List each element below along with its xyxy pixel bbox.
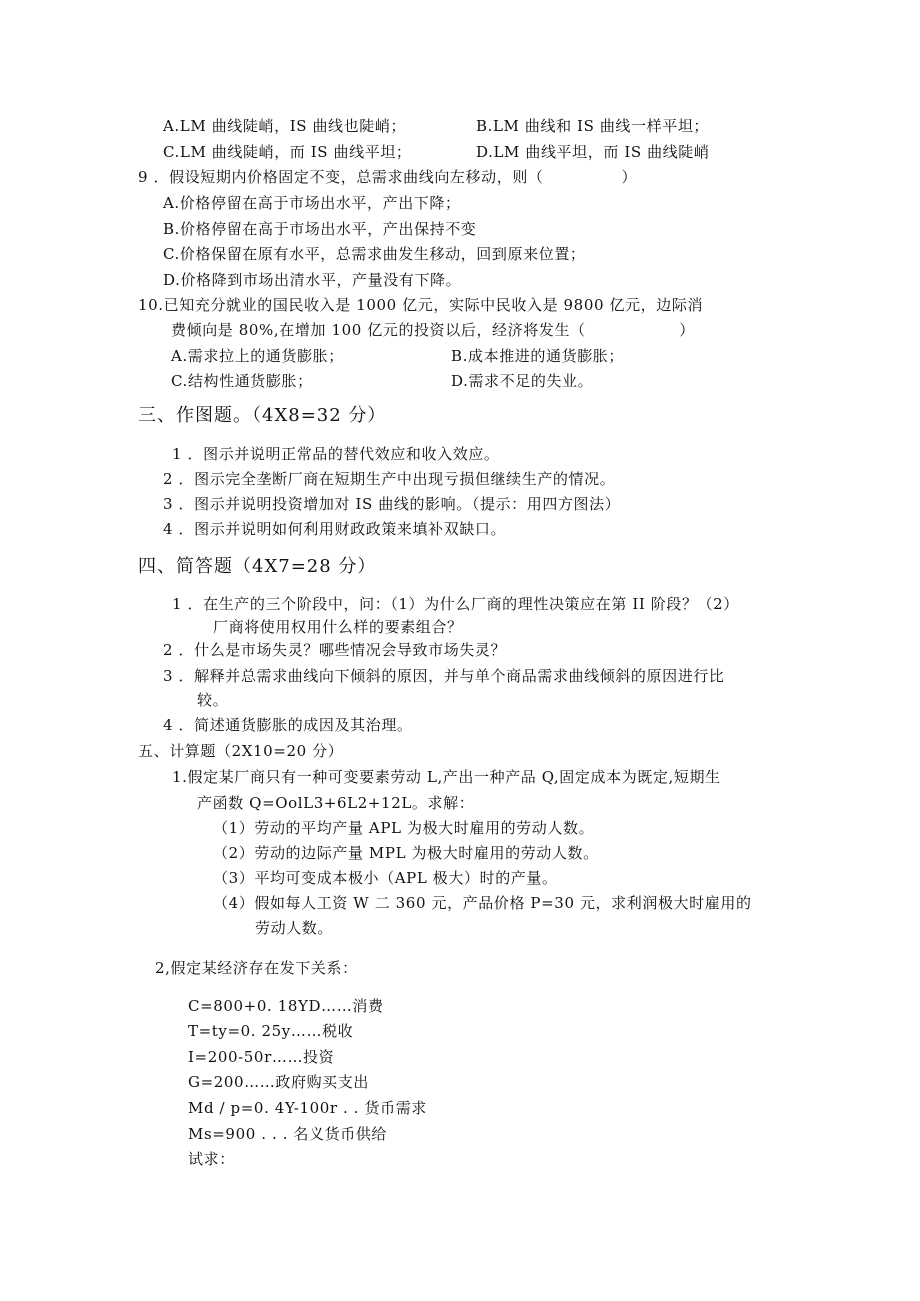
q9-stem: 9 ．假设短期内价格固定不变，总需求曲线向左移动，则（ ） (138, 168, 638, 186)
calc-q2-intro: 2,假定某经济存在发下关系： (155, 959, 358, 977)
section-3-item-3: 3 ．图示并说明投资增加对 IS 曲线的影响。（提示：用四方图法） (163, 495, 621, 513)
calc-q2-equation-money-demand: Md / p=0. 4Y-100r . . 货币需求 (188, 1099, 427, 1117)
q10-option-a: A.需求拉上的通货膨胀； (171, 347, 344, 365)
q10-stem-line2: 费倾向是 80%,在增加 100 亿元的投资以后，经济将发生（ ） (171, 321, 695, 339)
q10-option-c: C.结构性通货膨胀； (171, 372, 313, 390)
section-3-title: 三、作图题。（4X8=32 分） (138, 405, 387, 426)
q8-option-c: C.LM 曲线陡峭，而 IS 曲线平坦； (163, 143, 412, 161)
q9-option-d: D.价格降到市场出清水平，产量没有下降。 (163, 271, 462, 289)
calc-q1-sub-4-line1: （4）假如每人工资 W 二 360 元，产品价格 P=30 元，求利润极大时雇用的 (213, 894, 752, 912)
calc-q1-sub-1: （1）劳动的平均产量 APL 为极大时雇用的劳动人数。 (213, 819, 595, 837)
section-4-title: 四、简答题（4X7=28 分） (138, 556, 377, 577)
section-3-item-4: 4 ．图示并说明如何利用财政政策来填补双缺口。 (163, 520, 507, 538)
section-4-item-2: 2 ．什么是市场失灵？哪些情况会导致市场失灵？ (163, 641, 507, 659)
calc-q1-sub-2: （2）劳动的边际产量 MPL 为极大时雇用的劳动人数。 (213, 844, 599, 862)
q10-option-d: D.需求不足的失业。 (451, 372, 594, 390)
calc-q2-equation-government: G=200……政府购买支出 (188, 1073, 369, 1091)
calc-q2-equation-money-supply: Ms=900 . . . 名义货币供给 (188, 1125, 388, 1143)
calc-q2-equation-tax: T=ty=0. 25y……税收 (188, 1022, 354, 1040)
section-4-item-1-line2: 厂商将使用权用什么样的要素组合？ (213, 618, 463, 636)
section-4-item-4: 4 ．简述通货膨胀的成因及其治理。 (163, 716, 413, 734)
section-4-item-3-line1: 3 ．解释并总需求曲线向下倾斜的原因，并与单个商品需求曲线倾斜的原因进行比 (163, 667, 725, 685)
section-4-item-1-line1: 1 ．在生产的三个阶段中，问：（1）为什么厂商的理性决策应在第 II 阶段？（2） (172, 595, 739, 613)
q10-stem-line1: 10.已知充分就业的国民收入是 1000 亿元，实际中民收入是 9800 亿元，边际消 (138, 296, 704, 314)
q8-option-b: B.LM 曲线和 IS 曲线一样平坦； (476, 117, 710, 135)
q9-option-c: C.价格保留在原有水平，总需求曲发生移动，回到原来位置； (163, 245, 586, 263)
q8-option-a: A.LM 曲线陡峭，IS 曲线也陡峭； (163, 117, 407, 135)
q8-option-d: D.LM 曲线平坦，而 IS 曲线陡峭 (476, 143, 710, 161)
q9-option-b: B.价格停留在高于市场出水平，产出保持不变 (163, 220, 477, 238)
calc-q2-equation-investment: I=200-50r……投资 (188, 1048, 335, 1066)
calc-q1-sub-3: （3）平均可变成本极小（APL 极大）时的产量。 (213, 869, 558, 887)
calc-q1-line2: 产函数 Q=OolL3+6L2+12L。求解： (197, 794, 475, 812)
calc-q2-equation-consumption: C=800+0. 18YD……消费 (188, 997, 384, 1015)
q10-option-b: B.成本推进的通货膨胀； (451, 347, 624, 365)
q9-option-a: A.价格停留在高于市场出水平，产出下降； (163, 194, 461, 212)
section-4-item-3-line2: 较。 (197, 691, 229, 709)
calc-q2-ask: 试求： (188, 1150, 235, 1168)
section-3-item-2: 2 ．图示完全垄断厂商在短期生产中出现亏损但继续生产的情况。 (163, 470, 616, 488)
calc-q1-sub-4-line2: 劳动人数。 (255, 919, 334, 937)
section-5-title: 五、计算题（2X10=20 分） (138, 742, 344, 760)
calc-q1-line1: 1.假定某厂商只有一种可变要素劳动 L,产出一种产品 Q,固定成本为既定,短期生 (172, 768, 721, 786)
section-3-item-1: 1 ．图示并说明正常品的替代效应和收入效应。 (172, 445, 500, 463)
